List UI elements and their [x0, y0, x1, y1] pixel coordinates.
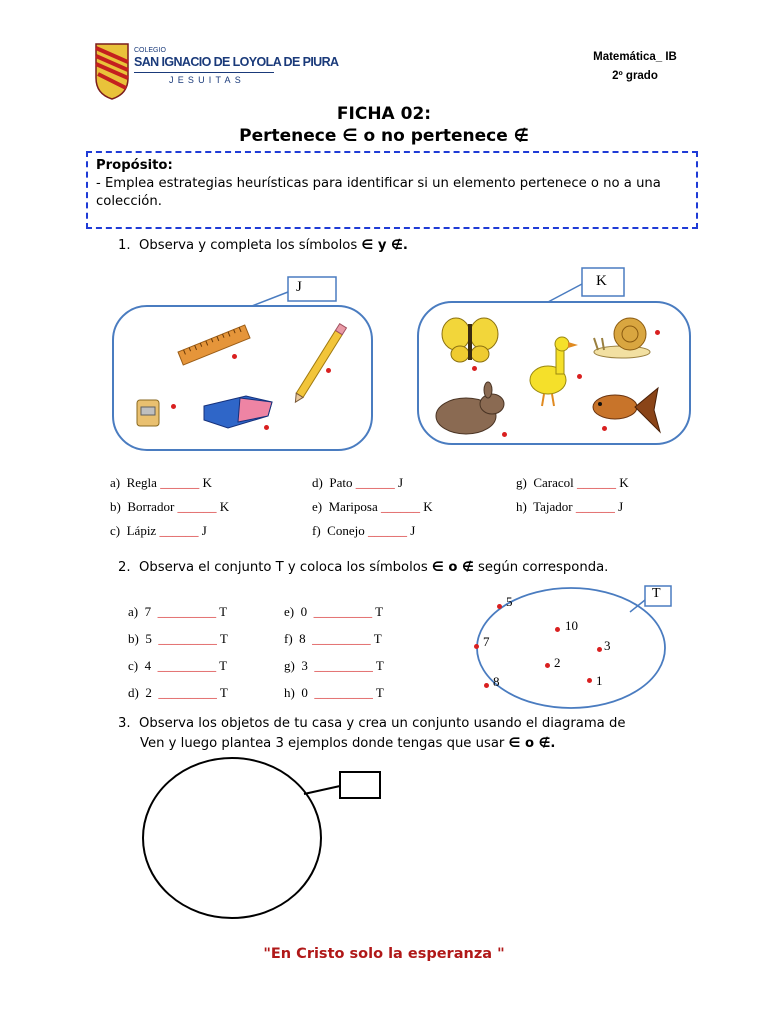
q2-item-d: d) 2 _________ T: [128, 685, 228, 700]
q2-column-1: [128, 598, 228, 706]
duck-icon: [530, 337, 578, 406]
venn-label-box: [340, 772, 380, 798]
question-1: [118, 236, 408, 256]
answer-blank[interactable]: ______: [160, 475, 200, 490]
answer-blank[interactable]: ______: [177, 499, 217, 514]
q1-item-b: b) Borrador ______ K: [110, 499, 230, 514]
answer-blank[interactable]: ______: [577, 475, 617, 490]
answer-blank[interactable]: _________: [158, 685, 217, 700]
q1-item-d: d) Pato ______ J: [312, 475, 404, 490]
q1-column-3: [516, 471, 629, 519]
set-t-element: 2: [554, 655, 561, 670]
q2-item-h: h) 0 _________ T: [284, 685, 384, 700]
school-divider: [134, 72, 274, 73]
butterfly-icon: [442, 318, 498, 362]
q1-item-f: f) Conejo ______ J: [312, 523, 416, 538]
outside-element: 7: [483, 634, 490, 649]
question-2-text-end: según corresponda.: [478, 560, 609, 575]
element-dot: [655, 330, 660, 335]
element-dot: [602, 426, 607, 431]
q1-item-g: g) Caracol ______ K: [516, 475, 629, 490]
set-t-diagram: [460, 582, 680, 712]
grade-label: 2º grado: [612, 70, 658, 82]
element-dot: [484, 683, 489, 688]
answer-blank[interactable]: ______: [159, 523, 199, 538]
q2-column-2: [284, 598, 384, 706]
element-dot: [264, 425, 269, 430]
sets-diagram-j-k: [100, 262, 700, 452]
answer-blank[interactable]: ______: [367, 523, 407, 538]
element-dot: [232, 354, 237, 359]
element-dot: [545, 663, 550, 668]
element-dot: [597, 647, 602, 652]
set-k-label: K: [596, 273, 607, 289]
purpose-text: - Emplea estrategias heurísticas para identificar si un elemento pertenece o no a una colección.: [96, 176, 661, 209]
answer-blank[interactable]: _________: [312, 631, 371, 646]
question-2-number: 2.: [118, 560, 131, 575]
subject-name: Matemática_ IB: [593, 51, 677, 63]
set-t-element: 3: [604, 638, 611, 653]
q1-item-c: c) Lápiz ______ J: [110, 523, 207, 538]
answer-blank[interactable]: _________: [157, 658, 217, 673]
q1-item-e: e) Mariposa ______ K: [312, 499, 433, 514]
question-2-symbols: ∈ o ∉: [431, 560, 474, 575]
element-dot: [502, 432, 507, 437]
answer-blank[interactable]: ______: [355, 475, 395, 490]
answer-blank[interactable]: _________: [158, 631, 217, 646]
pencil-icon: [292, 324, 346, 405]
school-logo: [94, 42, 339, 102]
rabbit-icon: [436, 382, 504, 434]
question-2-text: Observa el conjunto T y coloca los símbolos: [138, 560, 428, 575]
ruler-icon: [178, 325, 250, 365]
answer-blank[interactable]: ______: [575, 499, 615, 514]
purpose-heading: Propósito:: [96, 158, 173, 173]
question-2: [118, 558, 608, 578]
question-3-number: 3.: [118, 716, 131, 731]
element-dot: [326, 368, 331, 373]
subject-info: [560, 48, 710, 86]
outside-element: 5: [506, 594, 513, 609]
question-1-text: Observa y completa los símbolos: [138, 238, 358, 253]
school-name: SAN IGNACIO DE LOYOLA DE PIURA: [134, 55, 339, 69]
school-motto: "En Cristo solo la esperanza ": [263, 946, 505, 962]
element-dot: [472, 366, 477, 371]
question-3: [118, 714, 625, 754]
eraser-icon: [204, 396, 272, 428]
element-dot: [171, 404, 176, 409]
element-dot: [474, 644, 479, 649]
element-dot: [587, 678, 592, 683]
snail-icon: [594, 318, 650, 358]
blank-venn-diagram[interactable]: [140, 756, 390, 922]
q2-item-a: a) 7 _________ T: [128, 604, 228, 619]
q2-item-f: f) 8 _________ T: [284, 631, 382, 646]
school-shield-icon: [94, 42, 130, 100]
q1-column-2: [312, 471, 433, 543]
answer-blank[interactable]: _________: [314, 685, 373, 700]
school-subtitle: JESUITAS: [169, 75, 245, 85]
question-1-number: 1.: [118, 238, 131, 253]
q2-item-c: c) 4 _________ T: [128, 658, 228, 673]
answer-blank[interactable]: _________: [157, 604, 217, 619]
question-3-line-1: Observa los objetos de tu casa y crea un conjunto usando el diagrama de: [138, 716, 626, 731]
element-dot: [555, 627, 560, 632]
element-dot: [577, 374, 582, 379]
q2-item-b: b) 5 _________ T: [128, 631, 228, 646]
question-3-line-2: Ven y luego plantea 3 ejemplos donde tengas que usar: [140, 736, 505, 751]
venn-circle: [143, 758, 321, 918]
question-3-symbols: ∈ o ∉.: [508, 736, 556, 751]
school-small-label: COLEGIO: [134, 47, 166, 54]
set-t-element: 1: [596, 673, 603, 688]
set-j-label: J: [296, 279, 302, 295]
q1-item-h: h) Tajador ______ J: [516, 499, 624, 514]
question-1-symbols: ∈ y ∉.: [361, 238, 408, 253]
set-t-label: T: [652, 586, 661, 601]
answer-blank[interactable]: _________: [314, 658, 373, 673]
answer-blank[interactable]: _________: [313, 604, 373, 619]
worksheet-title: FICHA 02:: [336, 104, 432, 124]
q2-item-e: e) 0 _________ T: [284, 604, 384, 619]
answer-blank[interactable]: ______: [380, 499, 420, 514]
element-dot: [497, 604, 502, 609]
q2-item-g: g) 3 _________ T: [284, 658, 384, 673]
set-t-element: 10: [565, 618, 578, 633]
worksheet-subtitle: Pertenece ∈ o no pertenece ∉: [239, 126, 529, 146]
q1-item-a: a) Regla ______ K: [110, 475, 212, 490]
q1-column-1: [110, 471, 229, 543]
sharpener-icon: [137, 400, 159, 426]
purpose-box: [86, 151, 698, 229]
outside-element: 8: [493, 674, 500, 689]
